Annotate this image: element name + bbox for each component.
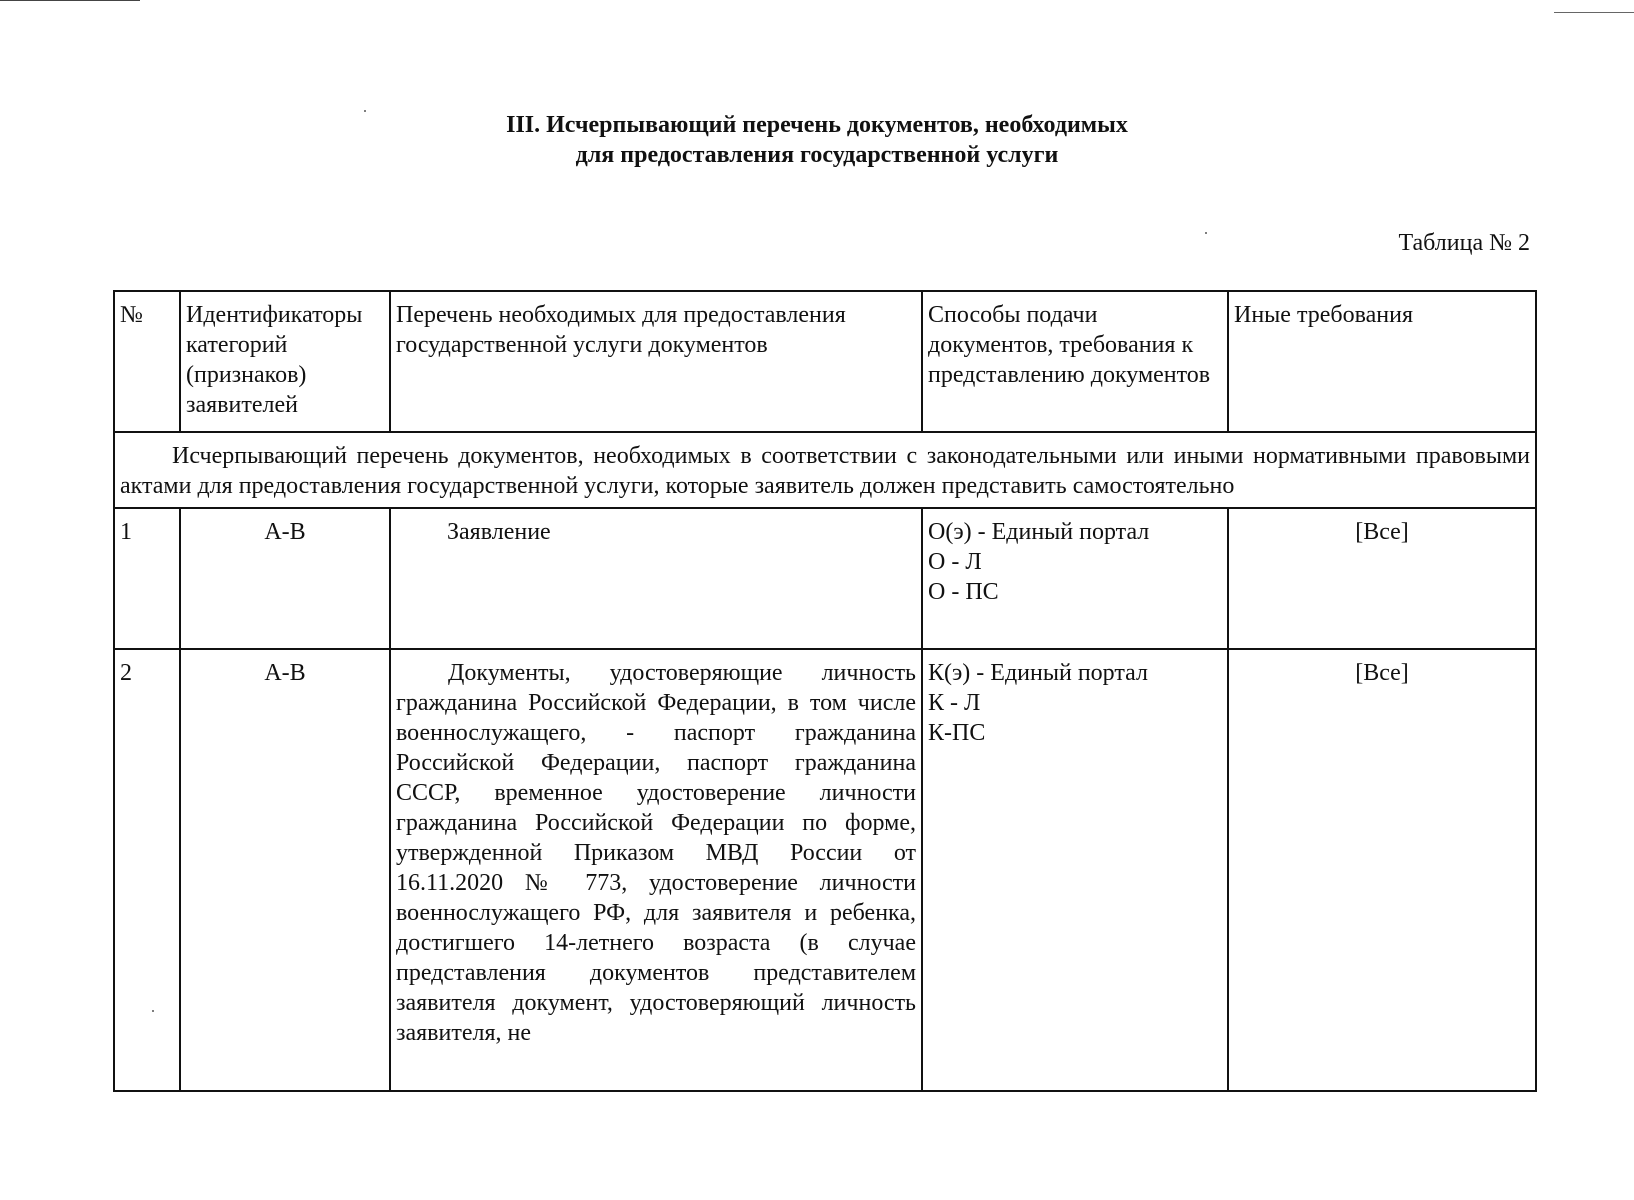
- row-number: 2: [114, 649, 180, 1091]
- row-methods: [922, 508, 1228, 649]
- method-item: К(э) - Единый портал: [928, 660, 1148, 686]
- row-category: А-В: [180, 508, 390, 649]
- page-title: [0, 110, 1634, 170]
- scan-edge-line: [0, 0, 140, 1]
- row-document: Документы, удостоверяющие личность гражданина Российской Федерации, в том числе военнослужащего, - паспорт гражданина Российской Федерации, паспорт гражданина СССР, временное удостоверение личности гражданина Российской Федерации по форме, утвержденной Приказом МВД России от 16.11.2020 № 773, удостоверение личности военнослужащего РФ, для заявителя и ребенка, достигшего 14-летнего возраста (в случае представления документов представителем заявителя документ, удостоверяющий личность заявителя, не: [390, 649, 922, 1091]
- header-cell-methods: Способы подачи документов, требования к представлению документов: [922, 291, 1228, 432]
- section-header-text: Исчерпывающий перечень документов, необходимых в соответствии с законодательными или иными нормативными правовыми актами для предоставления государственной услуги, которые заявитель должен представить самостоятельно: [114, 432, 1536, 508]
- method-item: К - Л: [928, 690, 981, 716]
- method-item: О - Л: [928, 549, 982, 575]
- section-header-row: [114, 432, 1536, 508]
- method-item: О - ПС: [928, 579, 999, 605]
- table-row: [114, 508, 1536, 649]
- title-line-2: для предоставления государственной услуги: [575, 142, 1059, 168]
- row-methods: [922, 649, 1228, 1091]
- header-cell-other: Иные требования: [1228, 291, 1536, 432]
- scan-edge-line: [1554, 12, 1634, 13]
- header-cell-number: №: [114, 291, 180, 432]
- scan-speck: [1205, 232, 1207, 234]
- header-cell-documents: Перечень необходимых для предоставления государственной услуги документов: [390, 291, 922, 432]
- title-line-1: III. Исчерпывающий перечень документов, необходимых: [506, 112, 1128, 138]
- documents-table: [113, 290, 1537, 1092]
- row-number: 1: [114, 508, 180, 649]
- row-other: [Все]: [1228, 508, 1536, 649]
- method-item: К-ПС: [928, 720, 986, 746]
- row-other: [Все]: [1228, 649, 1536, 1091]
- table-label: Таблица № 2: [1398, 230, 1530, 256]
- row-document: Заявление: [390, 508, 922, 649]
- table-header-row: [114, 291, 1536, 432]
- method-item: О(э) - Единый портал: [928, 519, 1150, 545]
- header-cell-categories: Идентификаторы категорий (признаков) заявителей: [180, 291, 390, 432]
- row-category: А-В: [180, 649, 390, 1091]
- table-row: [114, 649, 1536, 1091]
